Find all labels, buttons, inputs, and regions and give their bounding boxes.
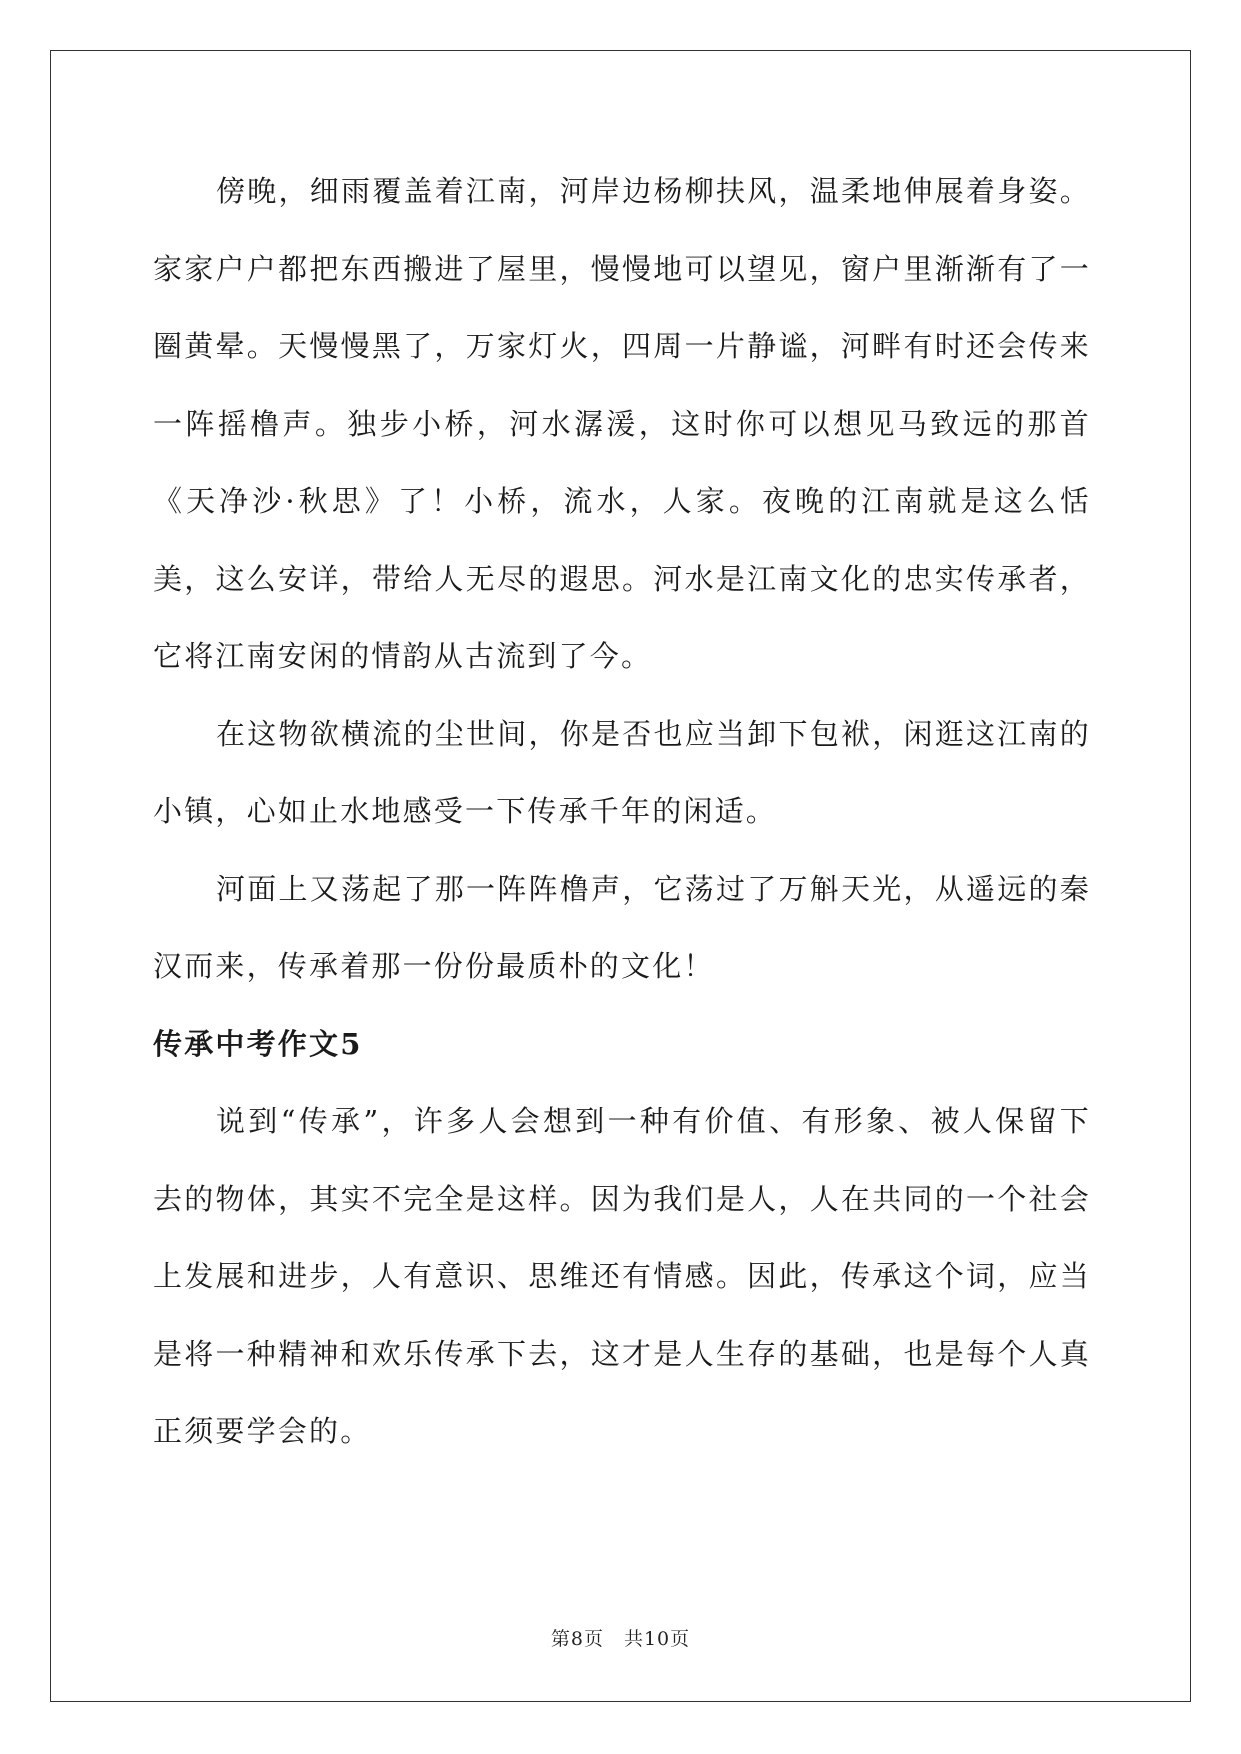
page-footer: [0, 1624, 1241, 1651]
paragraph-1: 傍晚，细雨覆盖着江南，河岸边杨柳扶风，温柔地伸展着身姿。家家户户都把东西搬进了屋里，慢慢地可以望见，窗户里渐渐有了一圈黄晕。天慢慢黑了，万家灯火，四周一片静谧，河畔有时还会传来一阵摇橹声。独步小桥，河水潺湲，这时你可以想见马致远的那首《天净沙·秋思》了！小桥，流水，人家。夜晚的江南就是这么恬美，这么安详，带给人无尽的遐思。河水是江南文化的忠实传承者，它将江南安闲的情韵从古流到了今。: [153, 174, 1091, 673]
document-body: [153, 153, 1091, 1471]
page-number: 第8页: [550, 1628, 604, 1650]
paragraph-2: 在这物欲横流的尘世间，你是否也应当卸下包袱，闲逛这江南的小镇，心如止水地感受一下传承千年的闲适。: [153, 716, 1091, 828]
paragraph-4: 说到“传承”，许多人会想到一种有价值、有形象、被人保留下去的物体，其实不完全是这样。因为我们是人，人在共同的一个社会上发展和进步，人有意识、思维还有情感。因此，传承这个词，应当是将一种精神和欢乐传承下去，这才是人生存的基础，也是每个人真正须要学会的。: [153, 1104, 1091, 1448]
page-total: 共10页: [623, 1628, 691, 1650]
section-heading: 传承中考作文5: [153, 1026, 363, 1061]
paragraph-3: 河面上又荡起了那一阵阵橹声，它荡过了万斛天光，从遥远的秦汉而来，传承着那一份份最质朴的文化！: [153, 871, 1091, 983]
